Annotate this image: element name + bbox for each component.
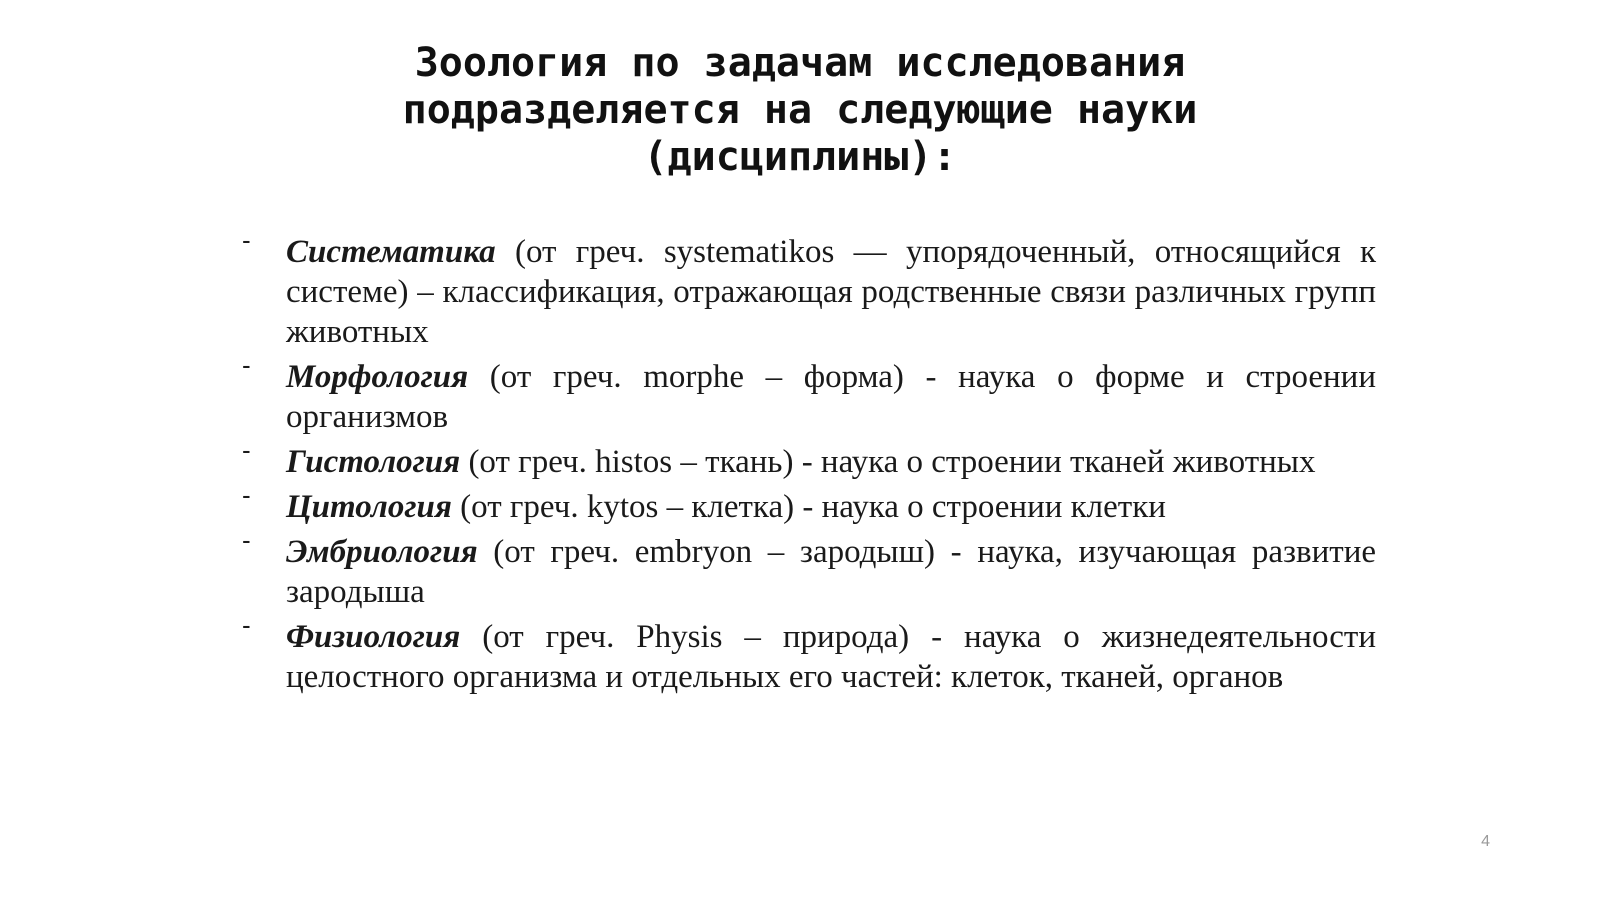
definition-histology: (от греч. histos – ткань) - наука о строении тканей животных bbox=[460, 444, 1316, 480]
bullet-dash: - bbox=[242, 610, 251, 640]
bullet-dash: - bbox=[242, 225, 251, 255]
bullet-dash: - bbox=[242, 480, 251, 510]
bullet-dash: - bbox=[242, 350, 251, 380]
definition-embryology: (от греч. embryon – зародыш) - наука, изучающая развитие зародыша bbox=[286, 534, 1376, 610]
definition-cytology: (от греч. kytos – клетка) - наука о строении клетки bbox=[451, 489, 1166, 525]
list-item-physiology bbox=[240, 610, 1376, 697]
term-histology: Гистология bbox=[286, 444, 461, 480]
bullet-dash: - bbox=[242, 525, 251, 555]
slide-title: Зоология по задачам исследования подразделяется на следующие науки (дисциплины): bbox=[402, 40, 1198, 180]
term-morphology: Морфология bbox=[286, 359, 469, 395]
term-embryology: Эмбриология bbox=[286, 534, 478, 570]
definition-physiology: (от греч. Physis – природа) - наука о жизнедеятельности целостного организма и отдельных его частей: клеток, тканей, органов bbox=[286, 619, 1376, 695]
term-systematics: Систематика bbox=[286, 234, 496, 270]
list-item-histology bbox=[240, 435, 1376, 482]
page-number: 4 bbox=[1481, 833, 1490, 850]
disciplines-list bbox=[240, 225, 1376, 702]
bullet-dash: - bbox=[242, 435, 251, 465]
term-physiology: Физиология bbox=[286, 619, 461, 655]
definition-systematics: (от греч. systematikos — упорядоченный, относящийся к системе) – классификация, отражающая родственные связи различных групп животных bbox=[286, 234, 1376, 350]
list-item-embryology bbox=[240, 525, 1376, 612]
list-item-morphology bbox=[240, 350, 1376, 437]
list-item-systematics bbox=[240, 225, 1376, 352]
term-cytology: Цитология bbox=[286, 489, 452, 525]
definition-morphology: (от греч. morphe – форма) - наука о форме и строении организмов bbox=[286, 359, 1376, 435]
list-item-cytology bbox=[240, 480, 1376, 527]
